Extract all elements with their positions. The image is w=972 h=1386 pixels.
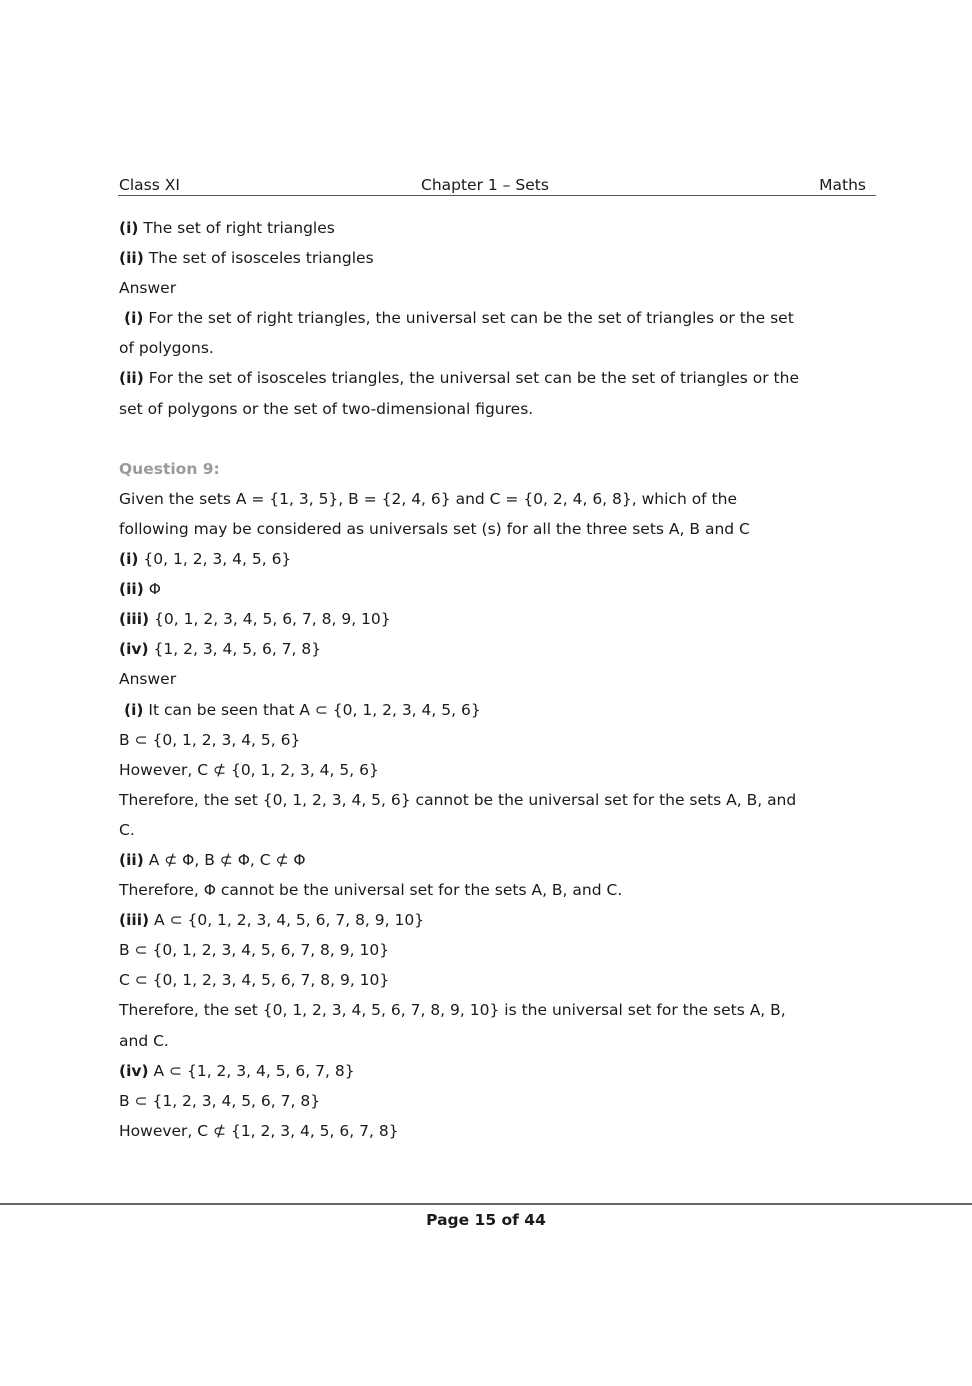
- q9-answer-ii-line1: [119, 845, 867, 875]
- answer-label: (iii): [119, 911, 150, 930]
- option-text: {0, 1, 2, 3, 4, 5, 6, 7, 8, 9, 10}: [149, 610, 391, 629]
- prev-answer-ii-line2: set of polygons or the set of two-dimensional figures.: [119, 399, 534, 418]
- prev-answer-ii-line1: [119, 363, 867, 393]
- option-label: (i): [119, 550, 139, 569]
- answer-label: (i): [124, 309, 144, 328]
- option-text: {1, 2, 3, 4, 5, 6, 7, 8}: [148, 640, 322, 659]
- question-text-line2: following may be considered as universals set (s) for all the three sets A, B and C: [119, 519, 750, 538]
- header-subject: Maths: [819, 176, 866, 194]
- page-header: [118, 176, 876, 196]
- prev-answer-i-line1: [119, 303, 867, 333]
- option-text: {0, 1, 2, 3, 4, 5, 6}: [138, 550, 292, 569]
- answer-label: (i): [124, 700, 144, 719]
- option-label: (ii): [119, 249, 144, 268]
- answer-text: For the set of right triangles, the universal set can be the set of triangles or the set: [143, 309, 794, 328]
- q9-answer-i-line2: B ⊂ {0, 1, 2, 3, 4, 5, 6}: [119, 730, 301, 749]
- header-chapter: Chapter 1 – Sets: [421, 176, 549, 194]
- q9-option-iii: [119, 604, 867, 634]
- header-class: Class XI: [119, 176, 180, 194]
- option-label: (ii): [119, 580, 144, 599]
- q9-answer-i-line1: [119, 695, 867, 725]
- answer-label: (ii): [119, 850, 144, 869]
- q9-answer-i-line3: However, C ⊄ {0, 1, 2, 3, 4, 5, 6}: [119, 760, 379, 779]
- option-label: (iii): [119, 610, 150, 629]
- page-number: Page 15 of 44: [426, 1211, 546, 1229]
- q9-answer-iv-line3: However, C ⊄ {1, 2, 3, 4, 5, 6, 7, 8}: [119, 1121, 399, 1140]
- prev-answer-i-line2: of polygons.: [119, 339, 214, 358]
- option-label: (i): [119, 219, 139, 237]
- option-label: (iv): [119, 640, 149, 659]
- q9-answer-i-line5: C.: [119, 820, 135, 839]
- q9-answer-iv-line2: B ⊂ {1, 2, 3, 4, 5, 6, 7, 8}: [119, 1091, 321, 1110]
- q9-answer-iii-line5: and C.: [119, 1031, 169, 1050]
- prev-option-i: [119, 213, 867, 243]
- q9-answer-iii-line3: C ⊂ {0, 1, 2, 3, 4, 5, 6, 7, 8, 9, 10}: [119, 971, 390, 990]
- q9-option-i: [119, 544, 867, 574]
- footer-divider: [0, 1203, 972, 1205]
- q9-answer-i-line4: Therefore, the set {0, 1, 2, 3, 4, 5, 6} cannot be the universal set for the sets A, B, and: [119, 790, 797, 809]
- q9-answer-ii-line2: Therefore, Φ cannot be the universal set for the sets A, B, and C.: [119, 881, 623, 900]
- question-heading: Question 9:: [119, 459, 220, 478]
- q9-answer-iii-line2: B ⊂ {0, 1, 2, 3, 4, 5, 6, 7, 8, 9, 10}: [119, 941, 390, 960]
- option-text: The set of right triangles: [138, 219, 335, 237]
- answer-text: A ⊂ {0, 1, 2, 3, 4, 5, 6, 7, 8, 9, 10}: [149, 911, 425, 930]
- answer-heading: Answer: [119, 670, 177, 689]
- answer-label: (ii): [119, 369, 144, 388]
- answer-text: For the set of isosceles triangles, the universal set can be the set of triangles or the: [143, 369, 799, 388]
- q9-option-ii: [119, 574, 867, 604]
- option-text: Φ: [143, 580, 161, 599]
- page-content: [119, 213, 867, 1146]
- section-spacer: [119, 424, 867, 454]
- answer-text: A ⊂ {1, 2, 3, 4, 5, 6, 7, 8}: [148, 1061, 355, 1080]
- q9-answer-iii-line4: Therefore, the set {0, 1, 2, 3, 4, 5, 6, 7, 8, 9, 10} is the universal set for the sets A, B,: [119, 1001, 786, 1020]
- answer-label: (iv): [119, 1061, 149, 1080]
- question-text-line1: Given the sets A = {1, 3, 5}, B = {2, 4, 6} and C = {0, 2, 4, 6, 8}, which of the: [119, 489, 738, 508]
- q9-answer-iii-line1: [119, 905, 867, 935]
- option-text: The set of isosceles triangles: [143, 249, 374, 268]
- answer-heading: Answer: [119, 279, 177, 298]
- q9-answer-iv-line1: [119, 1056, 867, 1086]
- answer-text: It can be seen that A ⊂ {0, 1, 2, 3, 4, 5, 6}: [143, 700, 481, 719]
- answer-text: A ⊄ Φ, B ⊄ Φ, C ⊄ Φ: [143, 850, 306, 869]
- q9-option-iv: [119, 634, 867, 664]
- prev-option-ii: [119, 243, 867, 273]
